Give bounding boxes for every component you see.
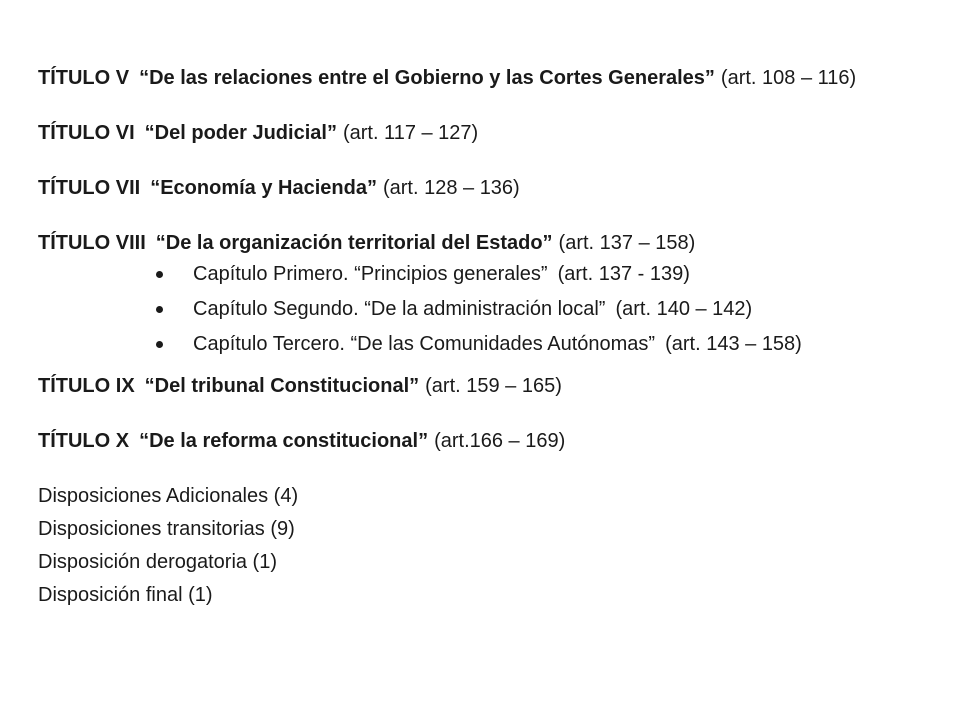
titulo-label: TÍTULO VI — [38, 122, 135, 144]
article-range: (art. 140 – 142) — [615, 298, 753, 320]
titulo-ix — [38, 374, 938, 398]
article-range: (art. 137 - 139) — [557, 263, 690, 285]
titulo-name: “De la reforma constitucional” — [139, 430, 429, 452]
document-page — [38, 66, 938, 616]
article-range: (art. 143 – 158) — [665, 333, 802, 355]
bullet-icon — [156, 271, 163, 278]
disposicion-final: Disposición final (1) — [38, 584, 213, 606]
titulo-name: “De la organización territorial del Estado” — [155, 232, 553, 254]
capitulo-name: Capítulo Segundo. “De la administración local” — [193, 298, 606, 320]
capitulo-name: Capítulo Primero. “Principios generales” — [193, 263, 548, 285]
titulo-name: “Del poder Judicial” — [144, 122, 337, 144]
titulo-label: TÍTULO V — [38, 67, 130, 89]
bullet-icon — [156, 306, 163, 313]
titulo-label: TÍTULO VIII — [38, 232, 146, 254]
article-range: (art. 117 – 127) — [342, 122, 479, 144]
article-range: (art. 128 – 136) — [382, 177, 520, 199]
disposicion-derogatoria: Disposición derogatoria (1) — [38, 551, 278, 573]
titulo-x — [38, 429, 938, 453]
article-range: (art. 137 – 158) — [558, 232, 696, 254]
bullet-icon — [156, 341, 163, 348]
capitulo-name: Capítulo Tercero. “De las Comunidades Autónomas” — [193, 333, 656, 355]
titulo-vi — [38, 121, 938, 145]
titulo-viii — [38, 231, 938, 255]
capitulos-list — [38, 262, 938, 356]
titulo-label: TÍTULO IX — [38, 375, 135, 397]
disposicion-adicionales: Disposiciones Adicionales (4) — [38, 485, 299, 507]
disposiciones-list — [38, 484, 938, 607]
titulo-v — [38, 66, 938, 90]
titulo-label: TÍTULO X — [38, 430, 130, 452]
article-range: (art. 159 – 165) — [425, 375, 562, 397]
disposicion-transitorias: Disposiciones transitorias (9) — [38, 518, 295, 540]
titulo-name: “De las relaciones entre el Gobierno y las Cortes Generales” — [139, 67, 715, 89]
capitulo-item — [38, 297, 938, 321]
titulo-name: “Economía y Hacienda” — [150, 177, 377, 199]
article-range: (art. 108 – 116) — [720, 67, 857, 89]
titulo-label: TÍTULO VII — [38, 177, 141, 199]
capitulo-item — [38, 332, 938, 356]
article-range: (art.166 – 169) — [434, 430, 566, 452]
capitulo-item — [38, 262, 938, 286]
titulo-name: “Del tribunal Constitucional” — [144, 375, 420, 397]
titulo-vii — [38, 176, 938, 200]
